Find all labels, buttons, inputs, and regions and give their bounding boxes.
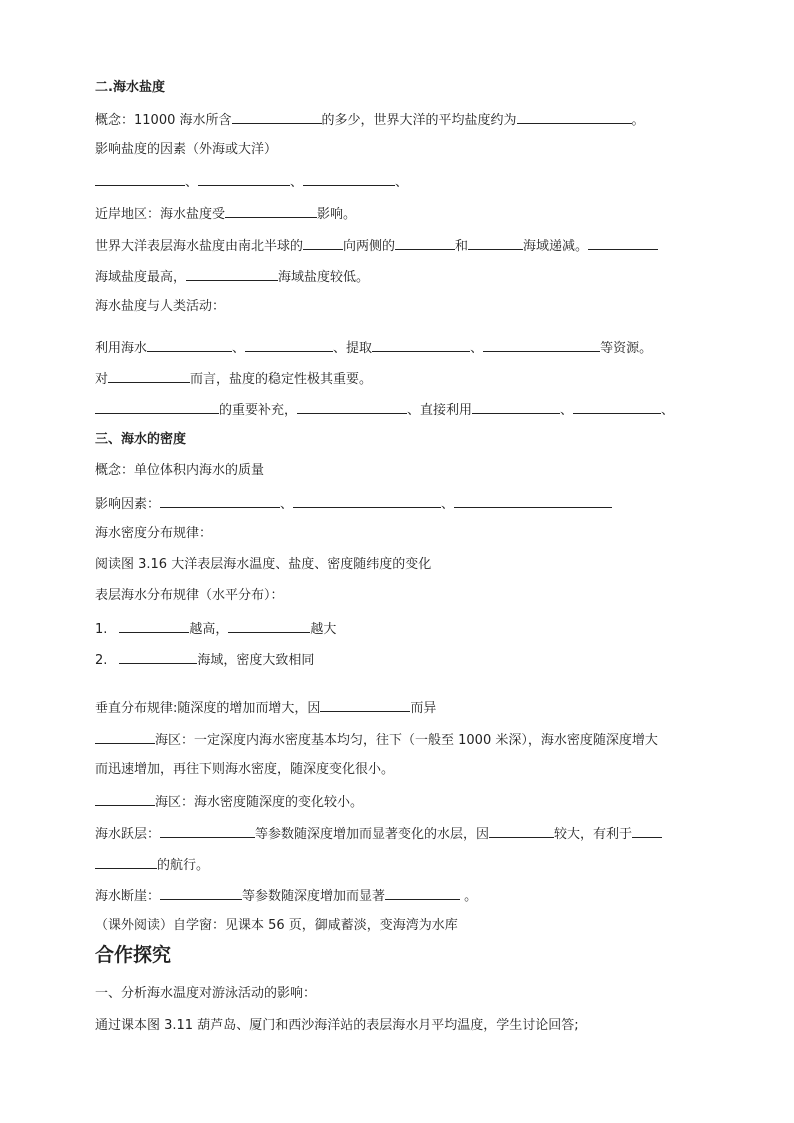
blank-field[interactable] (225, 204, 317, 218)
text: 利用海水 (95, 341, 148, 356)
section-title-density: 三、海水的密度 (95, 432, 187, 447)
text: 、直接利用 (407, 403, 473, 418)
text: 向两侧的 (343, 239, 396, 254)
salinity-factors-line: 影响盐度的因素（外海或大洋） (95, 142, 278, 157)
blank-field[interactable] (395, 236, 455, 250)
zone-description-line (95, 730, 698, 750)
salinity-extremes-line (95, 267, 698, 287)
text: 垂直分布规律:随深度的增加而增大，因 (95, 701, 321, 716)
zone-description-line (95, 792, 698, 812)
density-distribution-line: 海水密度分布规律： (95, 526, 213, 541)
zone-description-continuation: 而迅速增加，再往下则海水密度，随深度变化很小。 (95, 762, 395, 777)
figure-reading-line: 阅读图 3.16 大洋表层海水温度、盐度、密度随纬度的变化 (95, 557, 432, 572)
blank-field[interactable] (147, 338, 232, 352)
blank-field[interactable] (483, 338, 600, 352)
salinity-distribution-line (95, 236, 698, 256)
thermocline-continuation (95, 855, 698, 875)
salinity-concept-line (95, 110, 698, 130)
blank-field[interactable] (160, 886, 242, 900)
text: 和 (455, 239, 469, 254)
text: 越大 (310, 622, 337, 637)
blank-field[interactable] (632, 824, 662, 838)
text: 影响因素： (95, 497, 161, 512)
blank-field[interactable] (95, 172, 185, 186)
separator: 、 (232, 341, 246, 356)
text: 的航行。 (157, 858, 210, 873)
text: 海域，密度大致相同 (197, 653, 315, 668)
text: 等资源。 (600, 341, 653, 356)
blank-field[interactable] (489, 824, 554, 838)
text: 提取 (346, 341, 373, 356)
blank-field[interactable] (160, 494, 280, 508)
blank-field[interactable] (468, 236, 523, 250)
blank-field[interactable] (385, 886, 460, 900)
blank-field[interactable] (228, 619, 310, 633)
text: 而言，盐度的稳定性极其重要。 (190, 372, 373, 387)
salinity-factors-blanks (95, 172, 698, 192)
blank-field[interactable] (293, 494, 441, 508)
separator: 、 (441, 497, 455, 512)
density-factors-line (95, 494, 698, 514)
blank-field[interactable] (472, 400, 560, 414)
separator: 、 (661, 403, 675, 418)
coastal-salinity-line (95, 204, 698, 224)
separator: 、 (280, 497, 294, 512)
surface-distribution-line: 表层海水分布规律（水平分布）： (95, 588, 284, 603)
blank-field[interactable] (372, 338, 470, 352)
separator: 、 (333, 341, 347, 356)
blank-field[interactable] (108, 369, 190, 383)
density-concept-line: 概念：单位体积内海水的质量 (95, 463, 265, 478)
blank-field[interactable] (517, 110, 632, 124)
text: 海区：海水密度随深度的变化较小。 (155, 795, 364, 810)
list-item (95, 619, 698, 639)
cliff-line (95, 886, 698, 906)
blank-field[interactable] (588, 236, 658, 250)
salinity-stability-line (95, 369, 698, 389)
thermocline-line (95, 824, 698, 844)
blank-field[interactable] (232, 110, 322, 124)
seawater-use-line (95, 338, 698, 358)
blank-field[interactable] (303, 172, 395, 186)
extra-reading-line: （课外阅读）自学窗：见课本 56 页，御咸蓄淡，变海湾为水库 (95, 918, 458, 933)
blank-field[interactable] (160, 824, 255, 838)
section-title-salinity: 二.海水盐度 (95, 80, 165, 95)
blank-field[interactable] (573, 400, 661, 414)
blank-field[interactable] (186, 267, 278, 281)
text: 越高， (189, 622, 229, 637)
text: 等参数随深度增加而显著变化的水层，因 (255, 827, 490, 842)
separator: 、 (470, 341, 484, 356)
blank-field[interactable] (297, 400, 407, 414)
text: 海水跃层： (95, 827, 161, 842)
text: 海域盐度较低。 (278, 270, 370, 285)
blank-field[interactable] (95, 400, 219, 414)
text: 而异 (410, 701, 437, 716)
text: 等参数随深度增加而显著 (242, 889, 386, 904)
text: 的多少，世界大洋的平均盐度约为 (321, 113, 517, 128)
separator: 、 (395, 175, 409, 190)
separator: 、 (185, 175, 199, 190)
text: 海区：一定深度内海水密度基本均匀，往下（一般至 1000 米深），海水密度随深度增大 (155, 733, 658, 748)
text: 世界大洋表层海水盐度由南北半球的 (95, 239, 304, 254)
item-number: 1. (95, 622, 108, 637)
text: 。 (631, 113, 645, 128)
text: 概念：11000 海水所含 (95, 113, 232, 128)
blank-field[interactable] (95, 730, 155, 744)
item-number: 2. (95, 653, 108, 668)
water-supplement-line (95, 400, 698, 420)
text: 近岸地区：海水盐度受 (95, 207, 226, 222)
blank-field[interactable] (198, 172, 290, 186)
blank-field[interactable] (454, 494, 612, 508)
question-text: 通过课本图 3.11 葫芦岛、厦门和西沙海洋站的表层海水月平均温度，学生讨论回答; (95, 1018, 579, 1033)
question-heading: 一、分析海水温度对游泳活动的影响： (95, 986, 317, 1001)
blank-field[interactable] (119, 619, 189, 633)
text: 影响。 (317, 207, 357, 222)
text: 较大，有利于 (554, 827, 633, 842)
blank-field[interactable] (245, 338, 333, 352)
vertical-distribution-line (95, 698, 698, 718)
separator: 、 (290, 175, 304, 190)
text: 的重要补充， (219, 403, 298, 418)
section-title-cooperative: 合作探究 (95, 944, 172, 966)
blank-field[interactable] (95, 792, 155, 806)
separator: 、 (560, 403, 574, 418)
salinity-human-line: 海水盐度与人类活动： (95, 299, 226, 314)
text: 。 (460, 889, 478, 904)
blank-field[interactable] (303, 236, 343, 250)
blank-field[interactable] (320, 698, 410, 712)
blank-field[interactable] (119, 650, 197, 664)
list-item (95, 650, 698, 670)
text: 海水断崖： (95, 889, 161, 904)
text: 海域盐度最高， (95, 270, 187, 285)
blank-field[interactable] (95, 855, 157, 869)
text: 海域递减。 (523, 239, 589, 254)
text: 对 (95, 372, 109, 387)
